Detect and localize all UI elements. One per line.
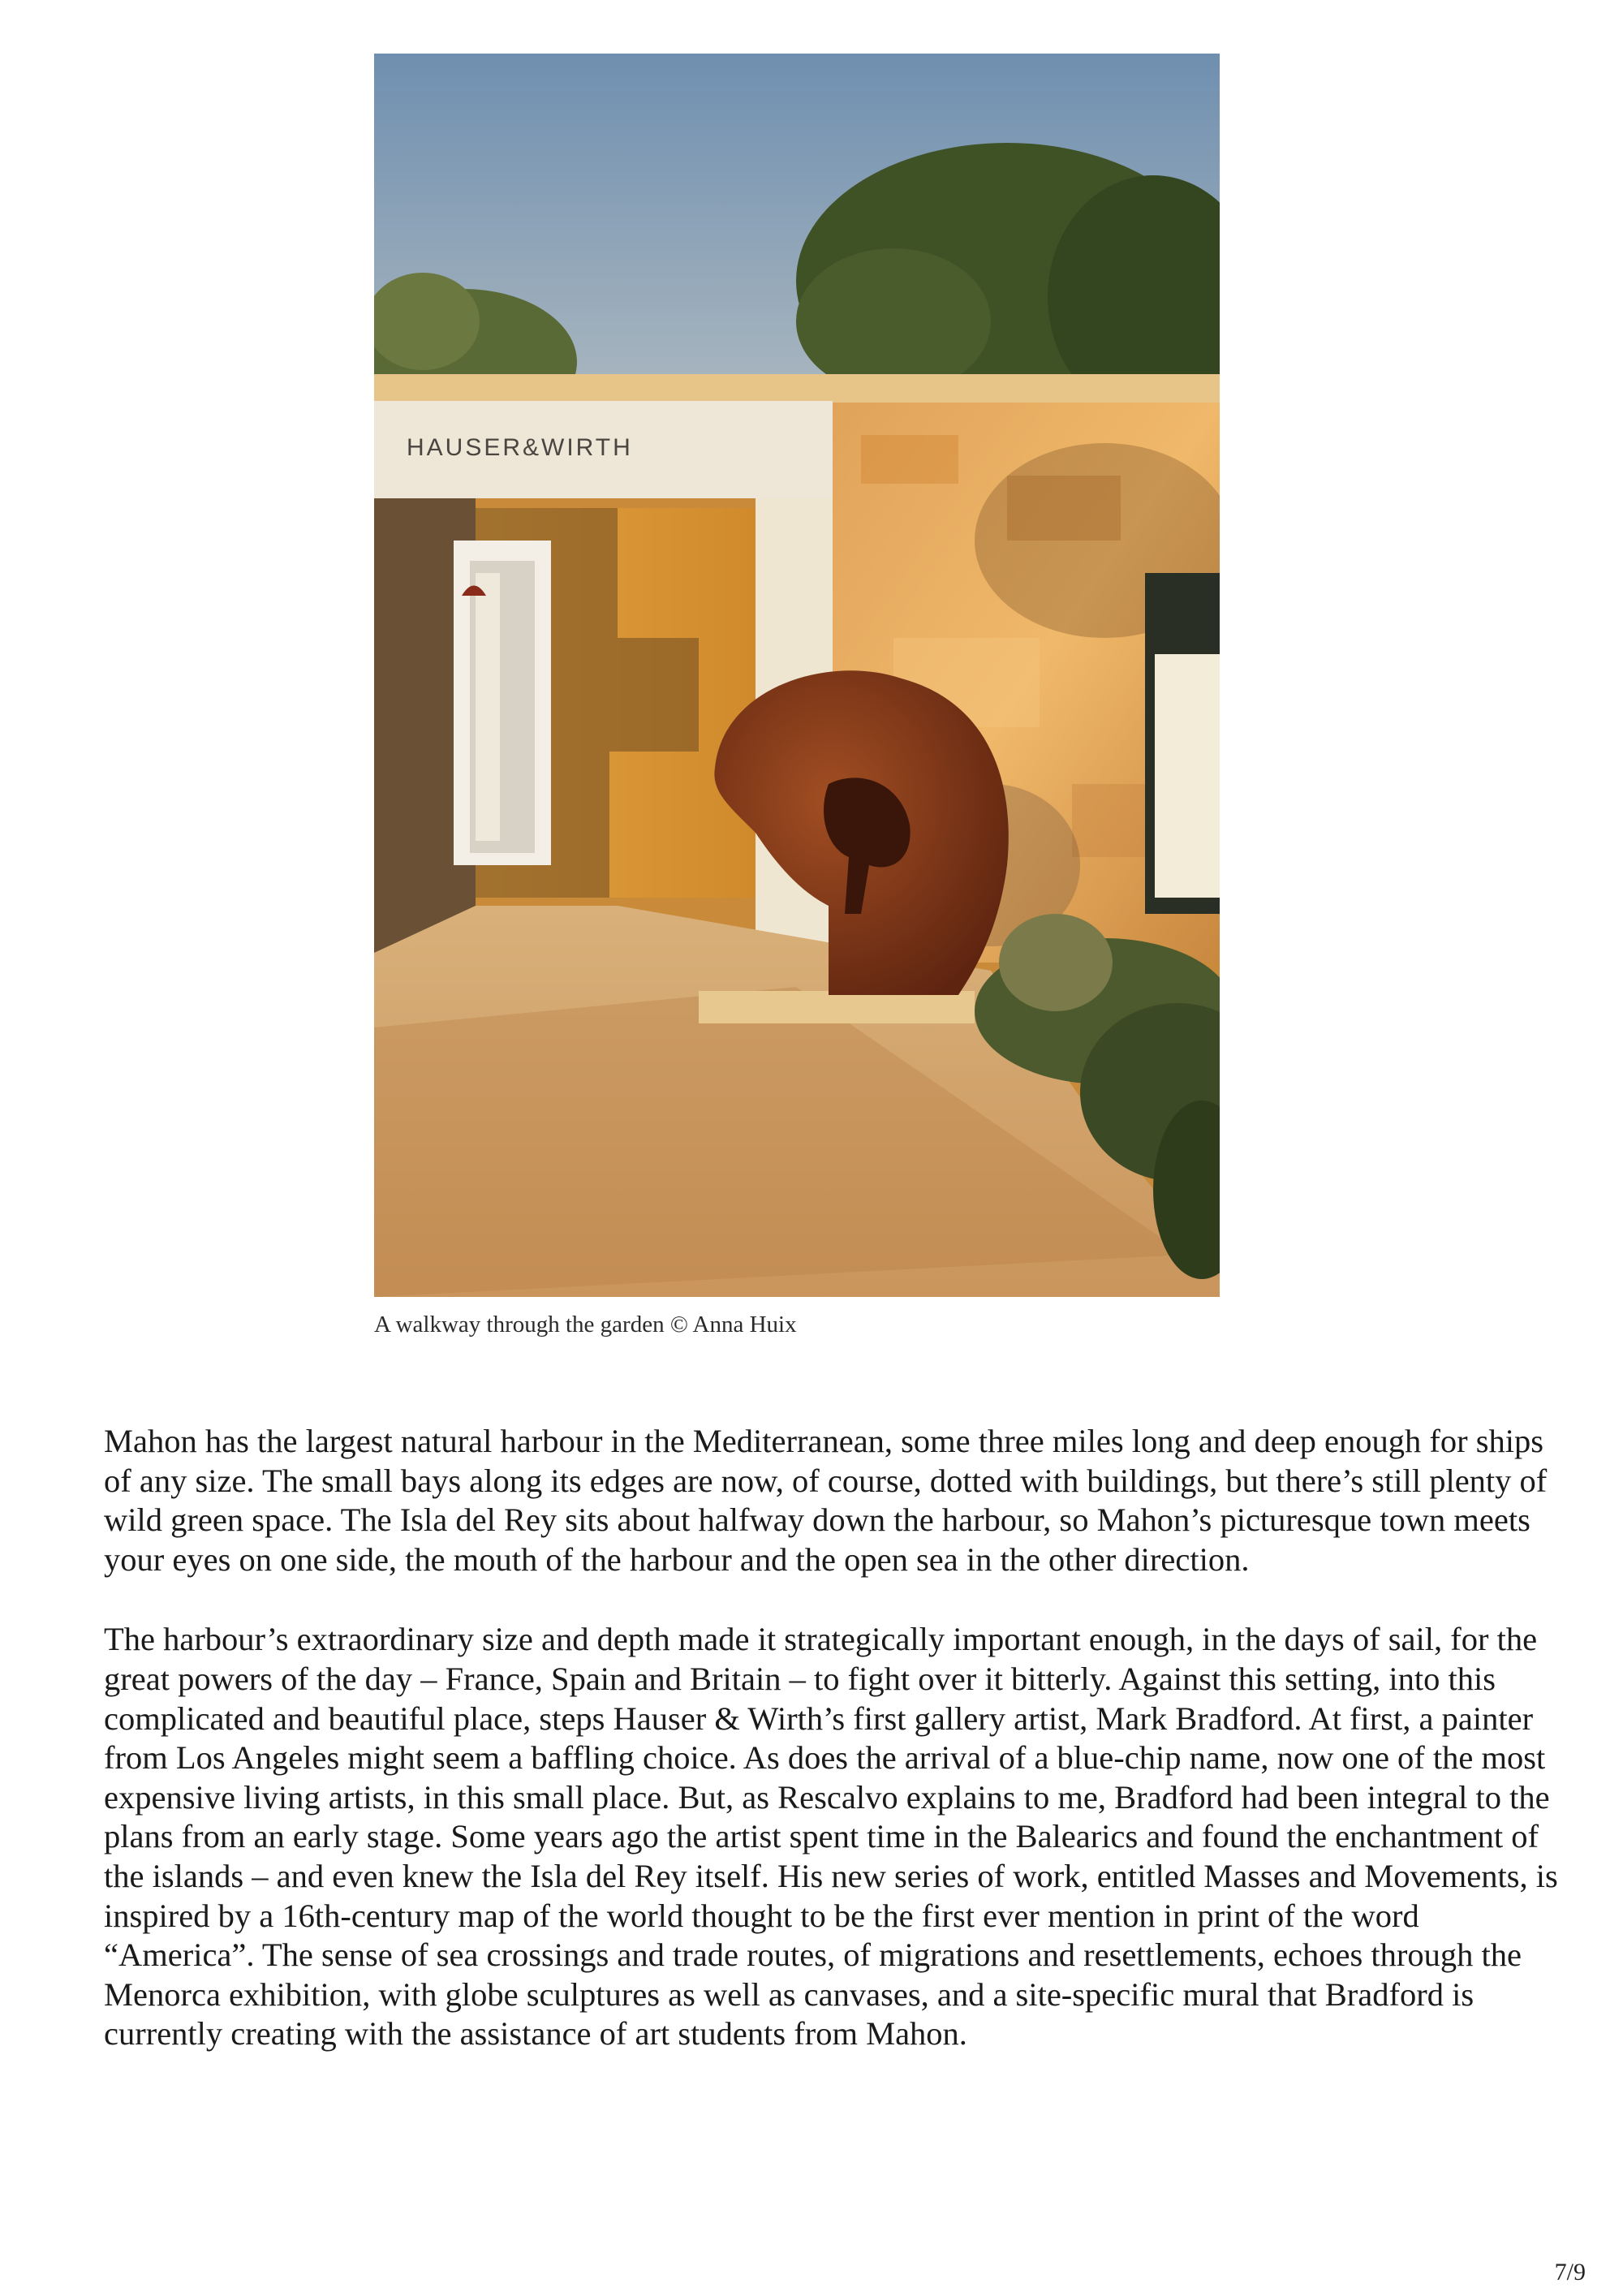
article-paragraph: Mahon has the largest natural harbour in the Mediterranean, some three miles long and deep enough for ships of any size. The small bays along its edges are now, of course, dotted with buildings, but there’s still plenty of wild green space. The Isla del Rey sits about halfway down the harbour, so Mahon’s picturesque town meets your eyes on one side, the mouth of the harbour and the open sea in the other direction. [104,1423,1548,1578]
gallery-signage: HAUSER&WIRTH [407,434,633,461]
page-number: 7/9 [1554,2259,1586,2285]
gallery-courtyard-image [374,54,1220,1297]
photo-caption: A walkway through the garden © Anna Huix [374,1312,797,1338]
article-paragraph: The harbour’s extraordinary size and depth made it strategically important enough, in the days of sail, for the great powers of the day – France, Spain and Britain – to fight over it bitterly. Against this setting, into this complicated and beautiful place, steps Hauser & Wirth’s first gallery artist, Mark Bradford. At first, a painter from Los Angeles might seem a baffling choice. As does the arrival of a blue-chip name, now one of the most expensive living artists, in this small place. But, as Rescalvo explains to me, Bradford had been integral to the plans from an early stage. Some years ago the artist spent time in the Balearics and found the enchantment of the islands – and even knew the Isla del Rey itself. His new series of work, entitled Masses and Movements, is inspired by a 16th-century map of the world thought to be the first ever mention in print of the word “America”. The sense of sea crossings and trade routes, of migrations and resettlements, echoes through the Menorca exhibition, with globe sculptures as well as canvases, and a site-specific mural that Bradford is currently creating with the assistance of art students from Mahon. [104,1621,1558,2053]
article-photo [374,54,1220,1297]
article-body [104,1422,1565,2095]
